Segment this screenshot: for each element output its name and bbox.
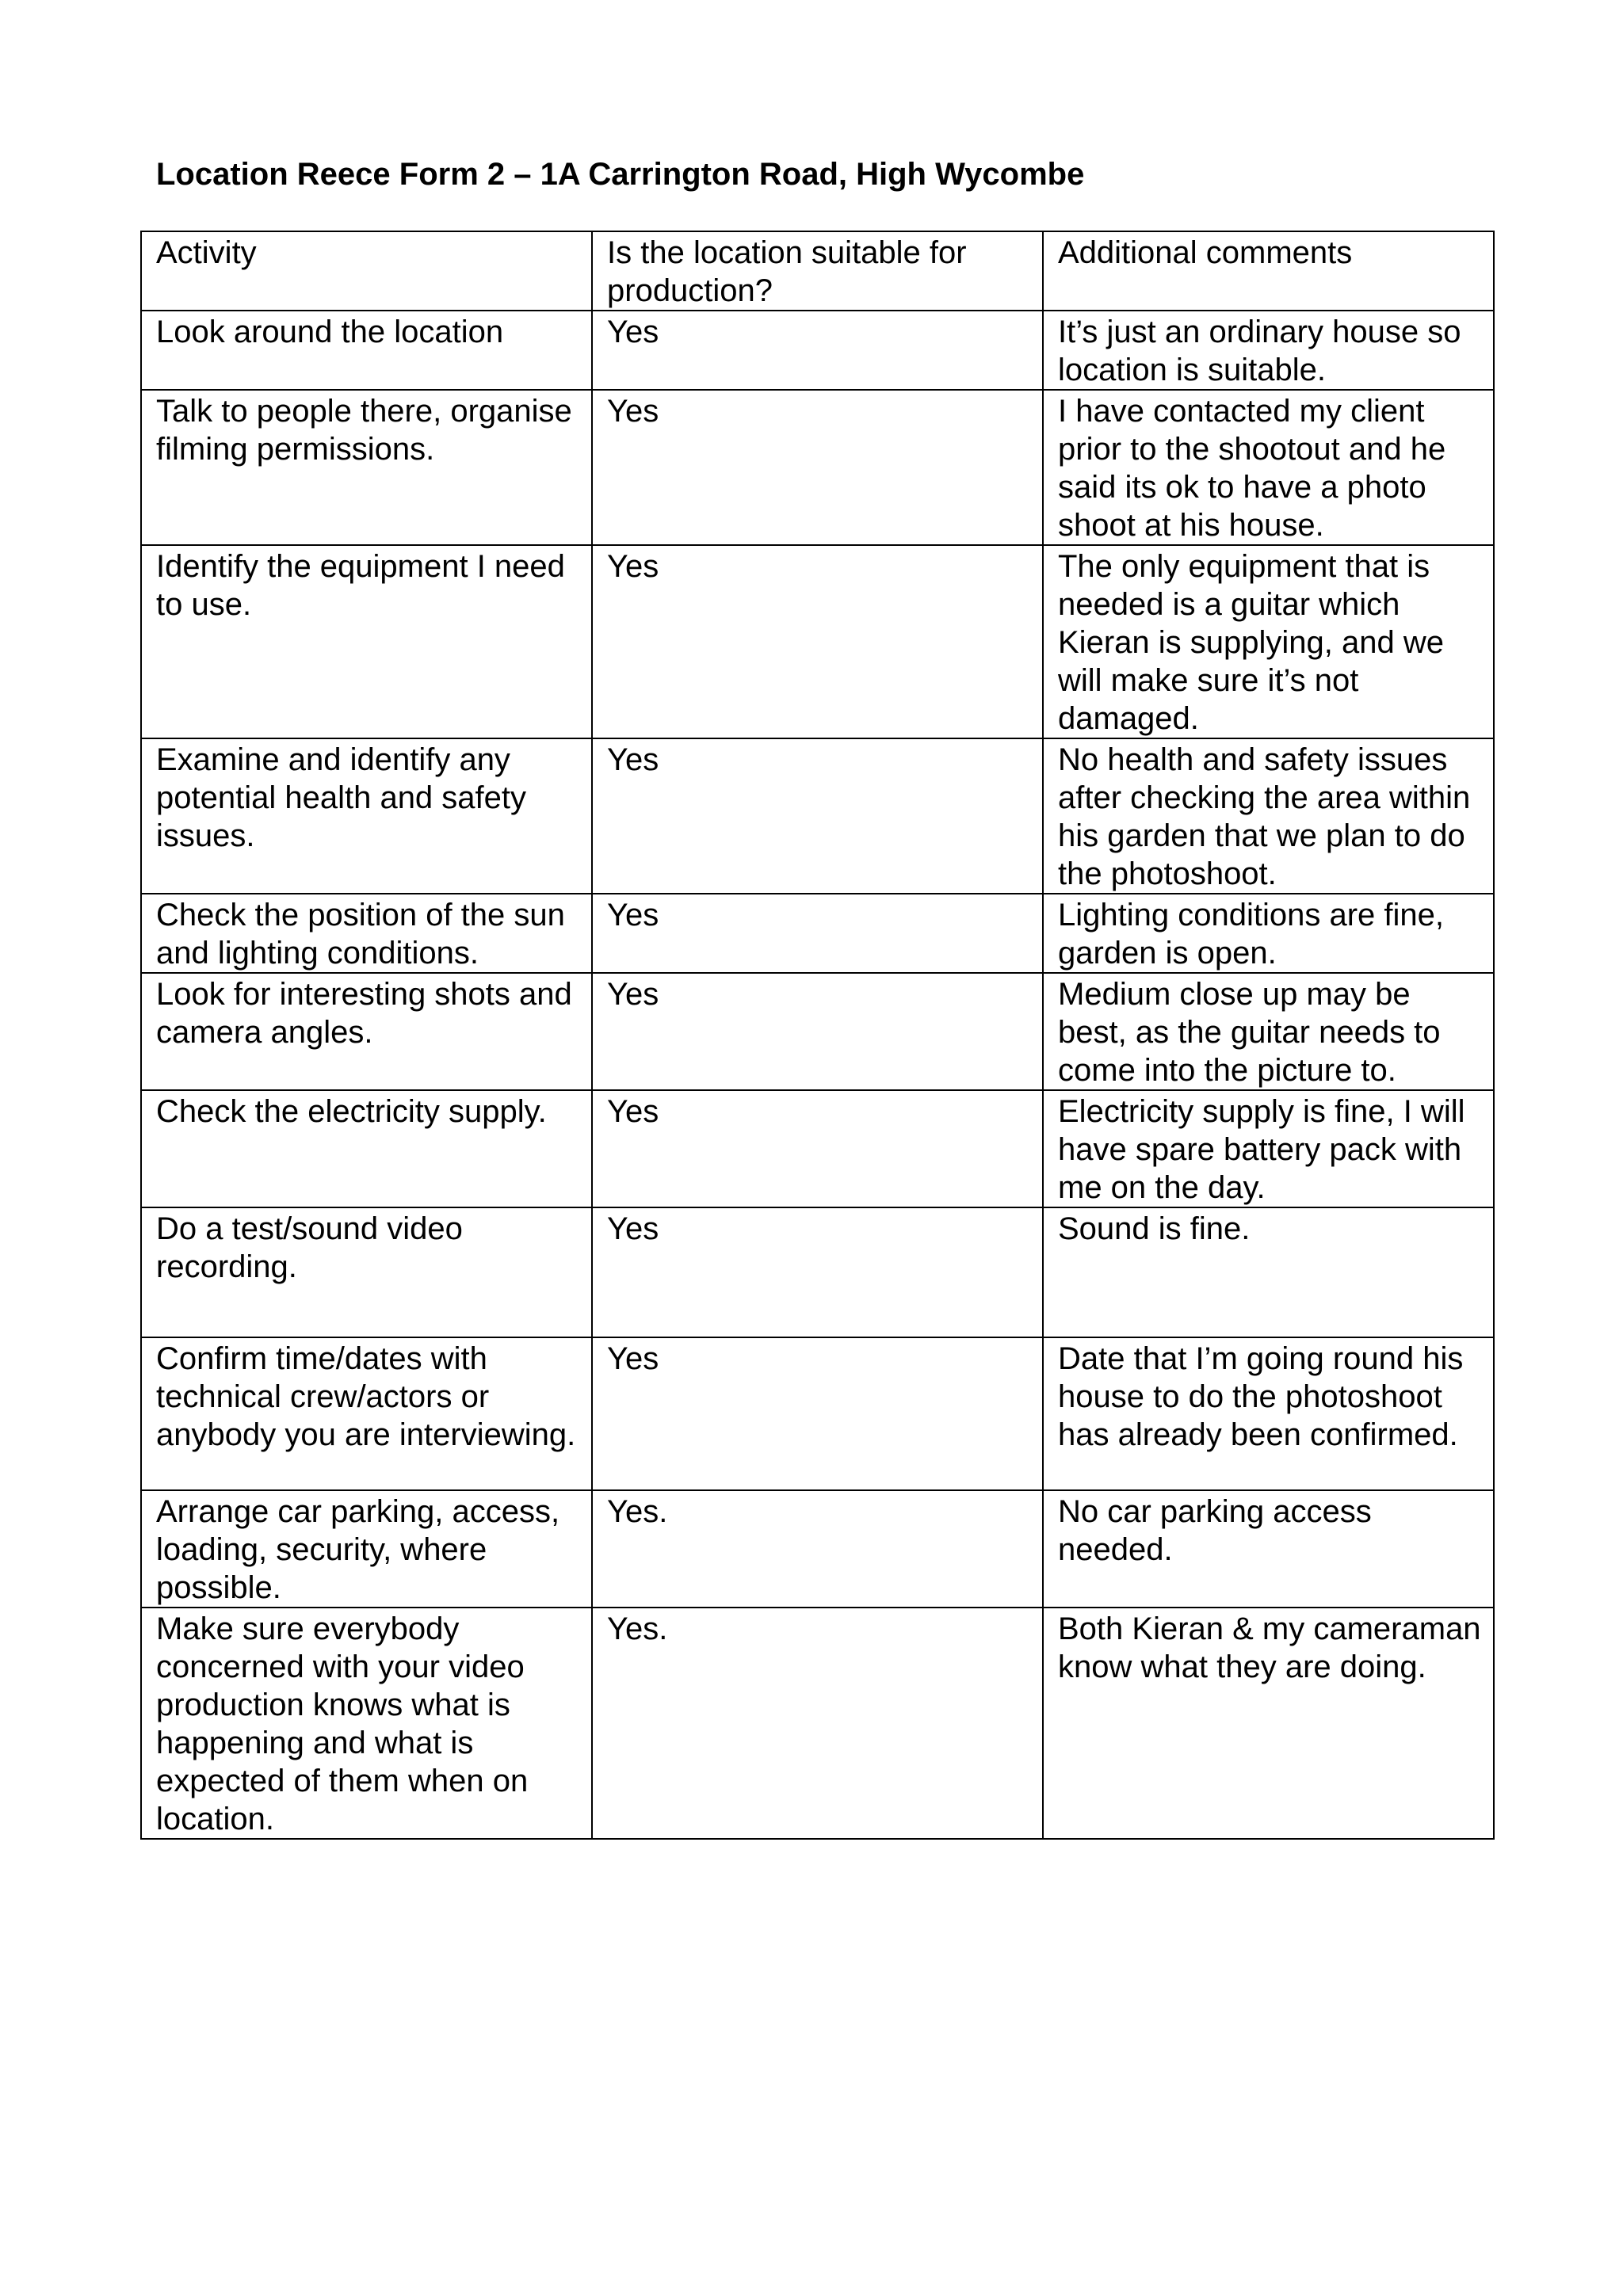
suitable-cell: Yes. — [592, 1490, 1043, 1608]
table-row — [141, 894, 1494, 973]
activity-cell: Do a test/sound video recording. — [141, 1207, 592, 1337]
table-header-row — [141, 231, 1494, 311]
comments-cell: No health and safety issues after checking the area within his garden that we plan to do the photoshoot. — [1043, 738, 1494, 894]
comments-cell: I have contacted my client prior to the shootout and he said its ok to have a photo shoot at his house. — [1043, 390, 1494, 545]
activity-cell: Confirm time/dates with technical crew/actors or anybody you are interviewing. — [141, 1337, 592, 1490]
comments-cell: Medium close up may be best, as the guitar needs to come into the picture to. — [1043, 973, 1494, 1090]
table-row — [141, 738, 1494, 894]
suitable-cell: Yes — [592, 1207, 1043, 1337]
activity-cell: Make sure everybody concerned with your video production knows what is happening and what is expected of them when on location. — [141, 1608, 592, 1839]
suitable-cell: Yes — [592, 311, 1043, 390]
suitable-cell: Yes — [592, 973, 1043, 1090]
activity-cell: Look around the location — [141, 311, 592, 390]
table-row — [141, 1608, 1494, 1839]
suitable-cell: Yes — [592, 738, 1043, 894]
table-row — [141, 311, 1494, 390]
activity-cell: Talk to people there, organise filming permissions. — [141, 390, 592, 545]
suitable-cell: Yes — [592, 1337, 1043, 1490]
activity-cell: Check the electricity supply. — [141, 1090, 592, 1207]
activity-cell: Arrange car parking, access, loading, security, where possible. — [141, 1490, 592, 1608]
suitable-cell: Yes — [592, 894, 1043, 973]
header-suitable: Is the location suitable for production? — [592, 231, 1043, 311]
suitable-cell: Yes. — [592, 1608, 1043, 1839]
comments-cell: Both Kieran & my cameraman know what they are doing. — [1043, 1608, 1494, 1839]
comments-cell: The only equipment that is needed is a guitar which Kieran is supplying, and we will make sure it’s not damaged. — [1043, 545, 1494, 738]
activity-cell: Examine and identify any potential health and safety issues. — [141, 738, 592, 894]
header-activity: Activity — [141, 231, 592, 311]
header-comments: Additional comments — [1043, 231, 1494, 311]
activity-cell: Identify the equipment I need to use. — [141, 545, 592, 738]
page-title: Location Reece Form 2 – 1A Carrington Road, High Wycombe — [156, 157, 1085, 192]
table-row — [141, 390, 1494, 545]
activity-cell: Look for interesting shots and camera angles. — [141, 973, 592, 1090]
activity-cell: Check the position of the sun and lighting conditions. — [141, 894, 592, 973]
table-row — [141, 973, 1494, 1090]
comments-cell: It’s just an ordinary house so location is suitable. — [1043, 311, 1494, 390]
location-reece-table — [140, 231, 1495, 1840]
comments-cell: Date that I’m going round his house to do the photoshoot has already been confirmed. — [1043, 1337, 1494, 1490]
table-row — [141, 1337, 1494, 1490]
comments-cell: Sound is fine. — [1043, 1207, 1494, 1337]
table-row — [141, 1207, 1494, 1337]
table-row — [141, 545, 1494, 738]
comments-cell: No car parking access needed. — [1043, 1490, 1494, 1608]
suitable-cell: Yes — [592, 1090, 1043, 1207]
comments-cell: Electricity supply is fine, I will have spare battery pack with me on the day. — [1043, 1090, 1494, 1207]
suitable-cell: Yes — [592, 390, 1043, 545]
comments-cell: Lighting conditions are fine, garden is open. — [1043, 894, 1494, 973]
table-row — [141, 1090, 1494, 1207]
suitable-cell: Yes — [592, 545, 1043, 738]
table-row — [141, 1490, 1494, 1608]
